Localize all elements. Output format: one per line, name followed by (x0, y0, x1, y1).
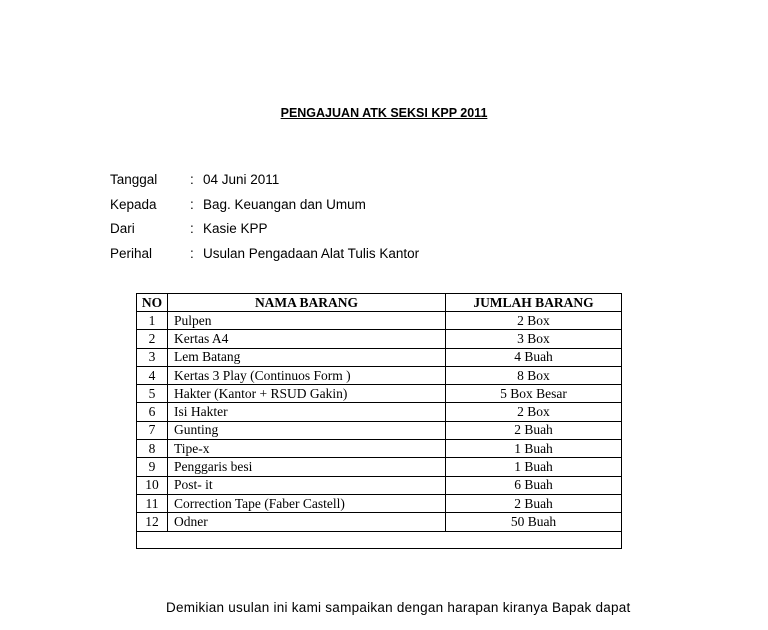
document-title (0, 106, 768, 120)
row-no: 10 (137, 476, 168, 494)
header-nama-barang: NAMA BARANG (168, 294, 446, 312)
row-no: 11 (137, 494, 168, 512)
row-no: 12 (137, 513, 168, 531)
row-qty: 1 Buah (446, 458, 622, 476)
closing-paragraph: Demikian usulan ini kami sampaikan dengan harapan kiranya Bapak dapat (166, 600, 631, 615)
row-no: 5 (137, 385, 168, 403)
table-row (137, 330, 622, 348)
row-name: Lem Batang (168, 348, 446, 366)
meta-row-kepada (110, 196, 419, 221)
row-qty: 8 Box (446, 366, 622, 384)
table-row (137, 440, 622, 458)
row-no: 9 (137, 458, 168, 476)
row-name: Hakter (Kantor + RSUD Gakin) (168, 385, 446, 403)
row-name: Kertas 3 Play (Continuos Form ) (168, 366, 446, 384)
table-header-row (137, 294, 622, 312)
meta-label: Dari (110, 221, 135, 236)
row-qty: 3 Box (446, 330, 622, 348)
row-name: Penggaris besi (168, 458, 446, 476)
meta-label: Tanggal (110, 172, 158, 187)
row-no: 4 (137, 366, 168, 384)
letter-meta (110, 171, 419, 269)
meta-label: Kepada (110, 196, 157, 212)
items-table (136, 293, 622, 549)
header-jumlah-barang: JUMLAH BARANG (446, 294, 622, 312)
table-blank-row (137, 531, 622, 548)
table-row (137, 458, 622, 476)
header-no: NO (137, 294, 168, 312)
meta-value: 04 Juni 2011 (203, 172, 280, 187)
document-title-text: PENGAJUAN ATK SEKSI KPP 2011 (280, 106, 488, 120)
meta-value: Kasie KPP (203, 221, 268, 236)
row-name: Gunting (168, 421, 446, 439)
row-name: Odner (168, 513, 446, 531)
row-name: Isi Hakter (168, 403, 446, 421)
table-row (137, 476, 622, 494)
table-row (137, 421, 622, 439)
meta-value: Bag. Keuangan dan Umum (203, 196, 366, 212)
meta-colon: : (190, 221, 194, 236)
table-row (137, 403, 622, 421)
row-no: 6 (137, 403, 168, 421)
row-qty: 6 Buah (446, 476, 622, 494)
row-no: 8 (137, 440, 168, 458)
row-name: Kertas A4 (168, 330, 446, 348)
table-row (137, 348, 622, 366)
table-row (137, 366, 622, 384)
row-no: 7 (137, 421, 168, 439)
meta-value: Usulan Pengadaan Alat Tulis Kantor (203, 245, 420, 261)
row-no: 1 (137, 312, 168, 330)
row-name: Post- it (168, 476, 446, 494)
row-qty: 2 Buah (446, 494, 622, 512)
row-qty: 4 Buah (446, 348, 622, 366)
row-qty: 2 Box (446, 312, 622, 330)
table-row (137, 513, 622, 531)
meta-colon: : (190, 172, 194, 187)
row-qty: 1 Buah (446, 440, 622, 458)
table-row (137, 385, 622, 403)
row-qty: 2 Buah (446, 421, 622, 439)
table-row (137, 312, 622, 330)
meta-colon: : (190, 245, 194, 261)
row-qty: 5 Box Besar (446, 385, 622, 403)
row-no: 2 (137, 330, 168, 348)
row-name: Tipe-x (168, 440, 446, 458)
meta-row-perihal (110, 245, 419, 270)
table-row (137, 494, 622, 512)
meta-row-tanggal (110, 171, 419, 196)
row-name: Correction Tape (Faber Castell) (168, 494, 446, 512)
meta-row-dari (110, 220, 419, 245)
meta-label: Perihal (110, 245, 153, 261)
row-name: Pulpen (168, 312, 446, 330)
meta-colon: : (190, 196, 194, 212)
row-qty: 2 Box (446, 403, 622, 421)
blank-cell (137, 531, 622, 548)
row-qty: 50 Buah (446, 513, 622, 531)
row-no: 3 (137, 348, 168, 366)
